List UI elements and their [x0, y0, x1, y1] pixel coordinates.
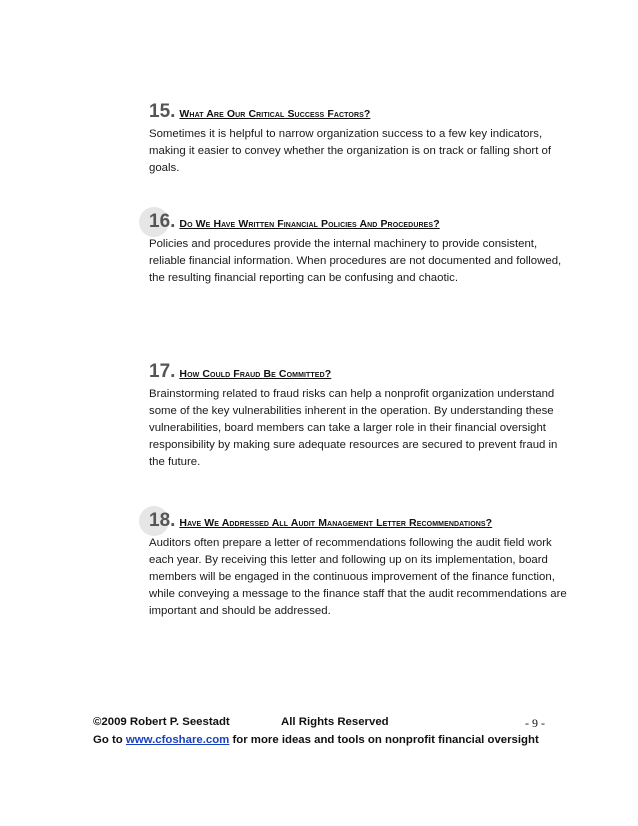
section-body: Policies and procedures provide the internal machinery to provide consistent, reliable financial information. When procedures are not documented and followed, the resulting financial reporting can be confusing and chaotic.: [149, 238, 562, 284]
copyright-text: ©2009 Robert P. Seestadt: [93, 716, 230, 728]
section-number: 18.: [149, 510, 176, 531]
rights-text: All Rights Reserved: [281, 716, 389, 728]
section-number: 15.: [149, 101, 176, 122]
footer-copyright-line: [93, 716, 553, 733]
section-title: How Could Fraud Be Committed?: [179, 368, 332, 380]
section-title: Do We Have Written Financial Policies And Procedures?: [179, 218, 440, 230]
footer-go-to: Go to: [93, 734, 126, 746]
section-heading: [149, 510, 569, 534]
section-body: Auditors often prepare a letter of recommendations following the audit field work each year. By receiving this letter and following up on its implementation, board members will be engaged in the continuous improvement of the finance function, while conveying a message to the finance staff that the audit recommendations are important and should be addressed.: [149, 537, 567, 617]
section-body: Brainstorming related to fraud risks can help a nonprofit organization understand some of the key vulnerabilities inherent in the operation. By understanding these vulnerabilities, board members can take a larger role in their financial oversight responsibility by making sure adequate resources are secured to prevent fraud in the future.: [149, 388, 558, 468]
section-heading: [149, 211, 569, 235]
section-title: Have We Addressed All Audit Management Letter Recommendations?: [179, 517, 493, 529]
section-heading: [149, 101, 569, 125]
section-16: [149, 211, 569, 287]
section-18: [149, 510, 569, 620]
section-number: 17.: [149, 361, 176, 382]
section-17: [149, 361, 569, 471]
website-link[interactable]: www.cfoshare.com: [125, 734, 230, 746]
section-body: Sometimes it is helpful to narrow organization success to a few key indicators, making it easier to convey whether the organization is on track or falling short of goals.: [149, 128, 552, 174]
section-number: 16.: [149, 211, 176, 232]
section-title: What Are Our Critical Success Factors?: [179, 108, 371, 120]
footer-tail: for more ideas and tools on nonprofit financial oversight: [229, 734, 539, 746]
page-number: - 9 -: [525, 716, 545, 730]
section-heading: [149, 361, 569, 385]
section-15: [149, 101, 569, 177]
footer-link-line: [93, 734, 553, 746]
